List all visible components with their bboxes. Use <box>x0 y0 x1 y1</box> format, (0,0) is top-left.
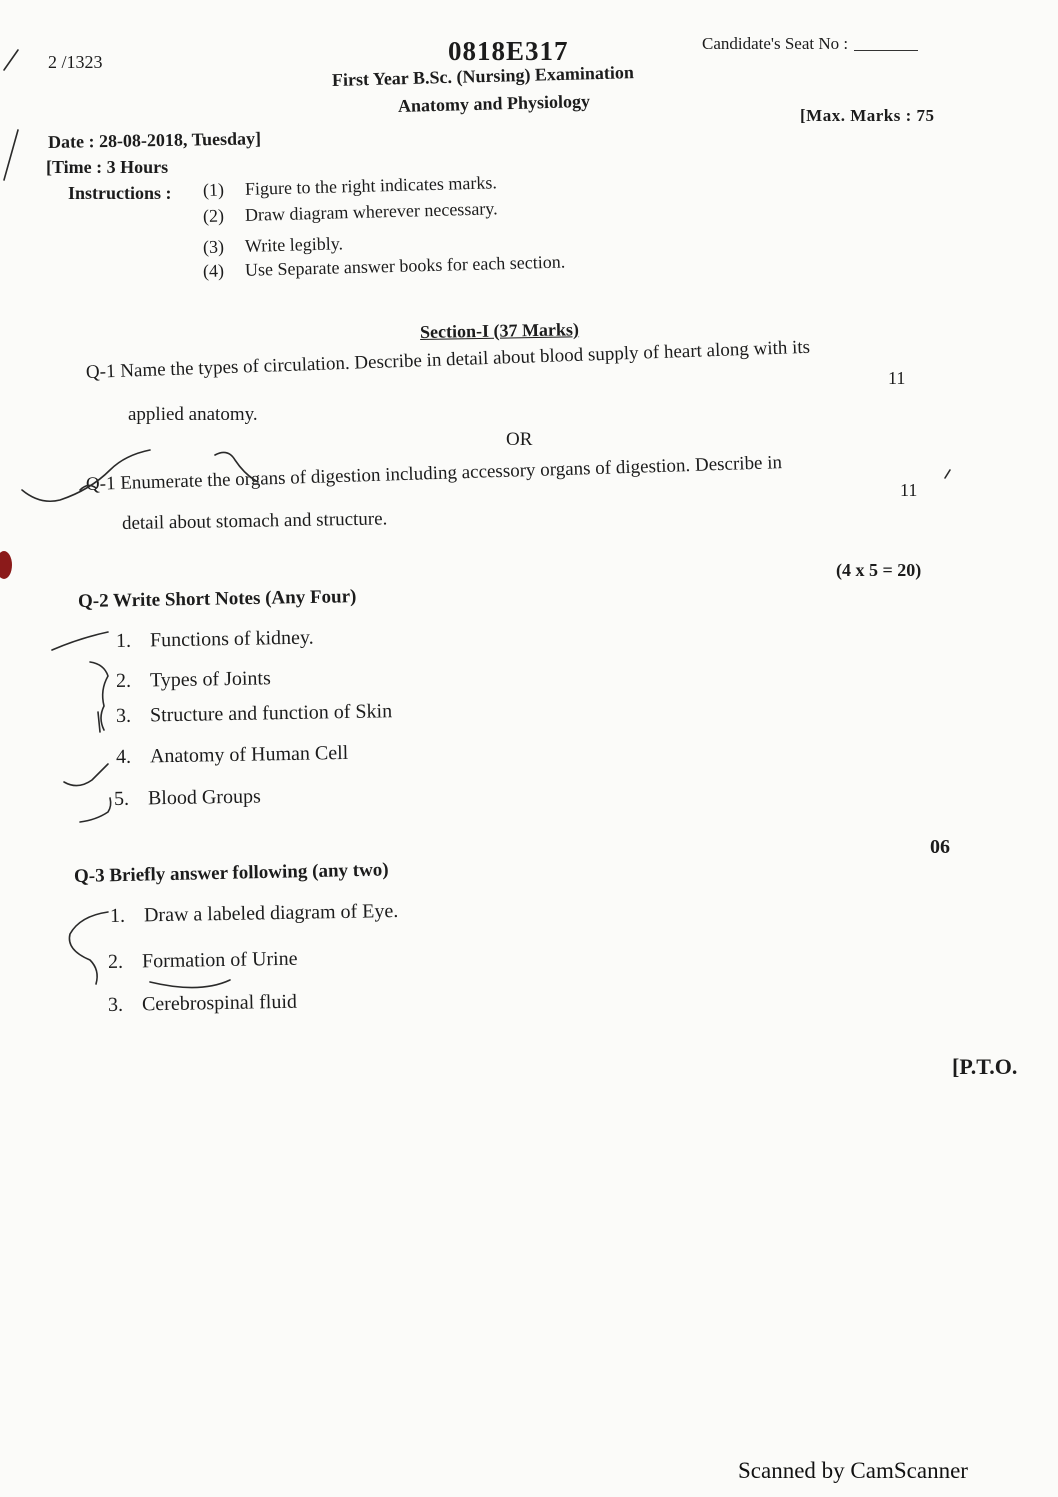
tick-mark <box>945 470 950 478</box>
tick-mark <box>4 130 18 180</box>
bracket-mark <box>69 912 108 984</box>
max-marks: [Max. Marks : 75 <box>800 106 935 125</box>
section-title: Section-I (37 Marks) <box>419 319 580 342</box>
instruction-item: (4) Use Separate answer books for each section. <box>202 251 566 281</box>
exam-time: [Time : 3 Hours <box>46 157 169 177</box>
answer-mark-stroke <box>52 632 108 650</box>
paper-number: 2 /1323 <box>48 52 103 72</box>
instruction-item: (3) Write legibly. <box>202 233 344 257</box>
answer-mark-stroke <box>80 798 111 822</box>
scanner-watermark: Scanned by CamScanner <box>738 1458 968 1483</box>
tick-mark <box>4 50 18 70</box>
q2-item: 5. Blood Groups <box>113 785 261 810</box>
bracket-mark <box>90 662 108 730</box>
answer-mark-stroke <box>150 980 230 988</box>
instructions-label: Instructions : <box>68 183 172 203</box>
or-divider: OR <box>506 429 533 450</box>
paper-code: 0818E317 <box>448 36 569 66</box>
q1-alt-text-line2: detail about stomach and structure. <box>121 508 388 534</box>
please-turn-over: [P.T.O. <box>952 1054 1018 1079</box>
exam-date: Date : 28-08-2018, Tuesday] <box>47 128 262 152</box>
q3-marks: 06 <box>930 836 950 858</box>
q2-marks: (4 x 5 = 20) <box>836 560 922 580</box>
q2-item: 4. Anatomy of Human Cell <box>115 741 349 768</box>
q1-alt-marks: 11 <box>900 480 918 500</box>
bracket-mark <box>98 712 100 732</box>
instruction-item: (2) Draw diagram wherever necessary. <box>202 198 498 226</box>
q2-item: 1. Functions of kidney. <box>115 626 314 652</box>
instruction-item: (1) Figure to the right indicates marks. <box>202 172 498 200</box>
q1-alt-text-line1: Q-1 Enumerate the organs of digestion including accessory organs of digestion. Describe in <box>85 452 783 495</box>
seat-number-blank <box>854 50 918 51</box>
q3-item: 3. Cerebrospinal fluid <box>107 990 298 1016</box>
q2-item: 2. Types of Joints <box>115 667 271 692</box>
binding-hole-icon <box>0 551 12 579</box>
exam-title: First Year B.Sc. (Nursing) Examination <box>331 62 635 90</box>
q2-item: 3. Structure and function of Skin <box>115 700 393 727</box>
q2-heading: Q-2 Write Short Notes (Any Four) <box>77 586 357 612</box>
seat-number-label <box>702 34 918 54</box>
q3-item: 2. Formation of Urine <box>107 947 298 973</box>
answer-mark-stroke <box>64 764 108 786</box>
q3-heading: Q-3 Briefly answer following (any two) <box>73 859 389 887</box>
q1-text-line2: applied anatomy. <box>128 404 258 425</box>
q3-item: 1. Draw a labeled diagram of Eye. <box>109 899 399 927</box>
q1-text-line1: Q-1 Name the types of circulation. Describe in detail about blood supply of heart along with its <box>85 336 811 383</box>
seat-label-text: Candidate's Seat No : <box>702 34 849 53</box>
subject-title: Anatomy and Physiology <box>397 90 591 116</box>
q1-marks: 11 <box>888 368 906 388</box>
